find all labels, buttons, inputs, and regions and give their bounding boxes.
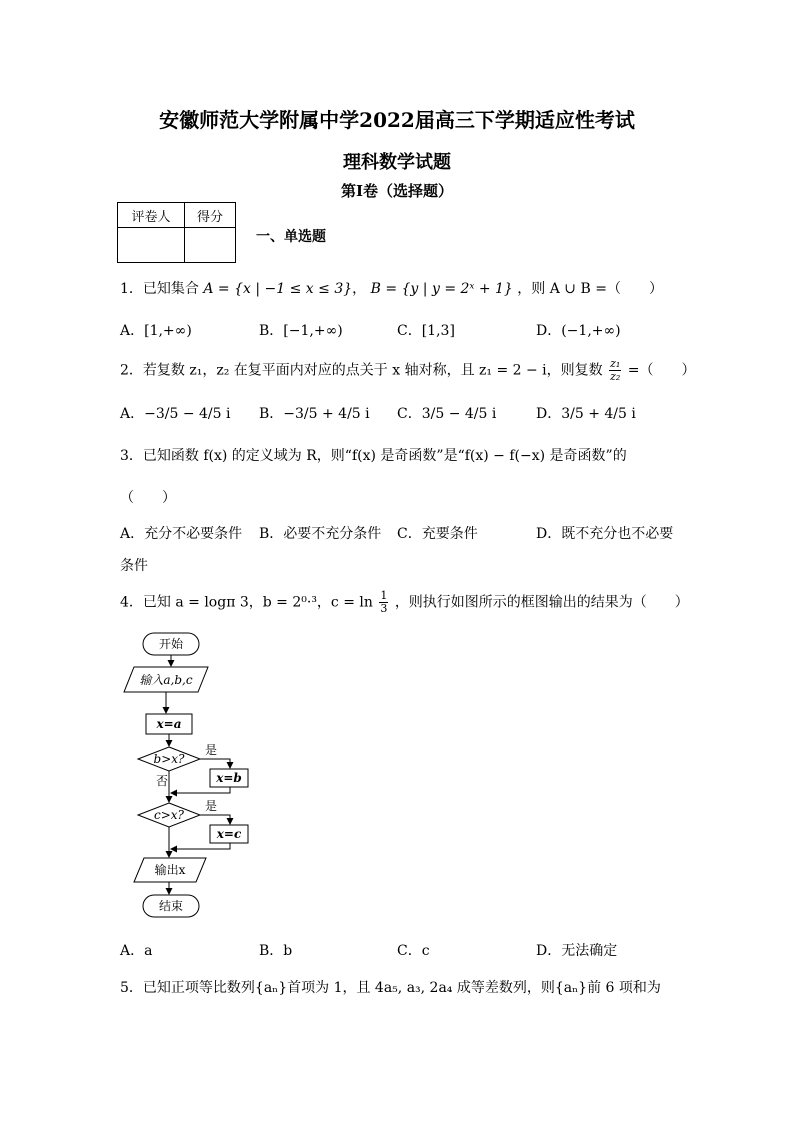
- q4-option-c[interactable]: C．c: [397, 943, 430, 959]
- flow-start-label: 开始: [158, 637, 184, 651]
- flow-yes2-label: 是: [205, 799, 218, 813]
- question-5: 5．已知正项等比数列{aₙ}首项为 1，且 4a₅, a₃, 2a₄ 成等差数列，则{aₙ}前 6 项和为: [120, 980, 661, 996]
- question-1: 1．已知集合 A = {x | −1 ≤ x ≤ 3}， B = {y | y = 2ˣ + 1} ，则 A ∪ B =（ ）: [120, 281, 663, 297]
- q3-option-b[interactable]: B．必要不充分条件: [259, 526, 382, 542]
- q4-lead: 4．已知 a = logπ 3，b = 2⁰·³，c = ln: [120, 594, 373, 611]
- flow-yes1-label: 是: [205, 743, 218, 757]
- q2-option-a[interactable]: A．−3/5 − 4/5 i: [120, 406, 231, 422]
- q3-option-d[interactable]: D．既不充分也不必要: [536, 526, 674, 542]
- flow-no1-label: 否: [156, 774, 169, 788]
- q1-option-a[interactable]: A．[1,+∞): [120, 323, 192, 339]
- flow-output-label: 输出x: [154, 863, 186, 877]
- q4-frac-num: 1: [380, 589, 388, 602]
- q2-option-d[interactable]: D．3/5 + 4/5 i: [536, 406, 636, 422]
- grader-header-score: 得分: [185, 203, 236, 228]
- q3-option-c[interactable]: C．充要条件: [397, 526, 478, 542]
- flow-assign-label: x=a: [156, 717, 182, 731]
- flow-input-label: 输入a,b,c: [139, 673, 193, 687]
- q1-set-a: A = {x | −1 ≤ x ≤ 3}: [203, 281, 353, 297]
- q2-frac-den: z₂: [610, 370, 621, 383]
- question-3: 3．已知函数 f(x) 的定义域为 R，则“f(x) 是奇函数”是“f(x) − f(−x) 是奇函数”的: [120, 448, 627, 464]
- grader-header-reviewer: 评卷人: [118, 203, 185, 228]
- flow-act1-label: x=b: [216, 771, 242, 785]
- flow-act2-label: x=c: [216, 827, 242, 841]
- q3-option-d-wrap: 条件: [120, 558, 148, 574]
- q4-frac-den: 3: [380, 602, 388, 615]
- section-heading: 一、单选题: [256, 229, 326, 245]
- q4-option-d[interactable]: D．无法确定: [536, 943, 618, 959]
- q3-option-a[interactable]: A．充分不必要条件: [120, 526, 243, 542]
- q4-tail: ，则执行如图所示的框图输出的结果为（ ）: [394, 594, 689, 611]
- q2-tail: =（ ）: [627, 362, 696, 379]
- q3-blank: （ ）: [120, 490, 176, 506]
- q2-option-c[interactable]: C．3/5 − 4/5 i: [397, 406, 497, 422]
- q1-option-d[interactable]: D．(−1,+∞): [536, 323, 621, 339]
- exam-subtitle: 理科数学试题: [343, 152, 451, 173]
- q4-option-a[interactable]: A．a: [120, 943, 153, 959]
- q2-lead: 2．若复数 z₁，z₂ 在复平面内对应的点关于 x 轴对称，且 z₁ = 2 − i，则复数: [120, 362, 603, 379]
- q2-option-b[interactable]: B．−3/5 + 4/5 i: [259, 406, 370, 422]
- volume-heading: 第I卷（选择题）: [340, 182, 454, 200]
- q1-set-b: B = {y | y = 2ˣ + 1}: [370, 281, 513, 297]
- exam-title: 安徽师范大学附属中学2022届高三下学期适应性考试: [159, 108, 635, 132]
- q1-tail: ，则 A ∪ B =（ ）: [517, 281, 663, 297]
- flow-cond1-label: b>x?: [153, 752, 185, 766]
- q1-option-c[interactable]: C．[1,3]: [397, 323, 455, 339]
- q2-frac-num: z₁: [610, 357, 621, 370]
- flow-end-label: 结束: [158, 899, 184, 913]
- q1-option-b[interactable]: B．[−1,+∞): [259, 323, 343, 339]
- q1-lead: 1．已知集合: [120, 281, 199, 297]
- flow-cond2-label: c>x?: [154, 808, 184, 822]
- q4-option-b[interactable]: B．b: [259, 943, 293, 959]
